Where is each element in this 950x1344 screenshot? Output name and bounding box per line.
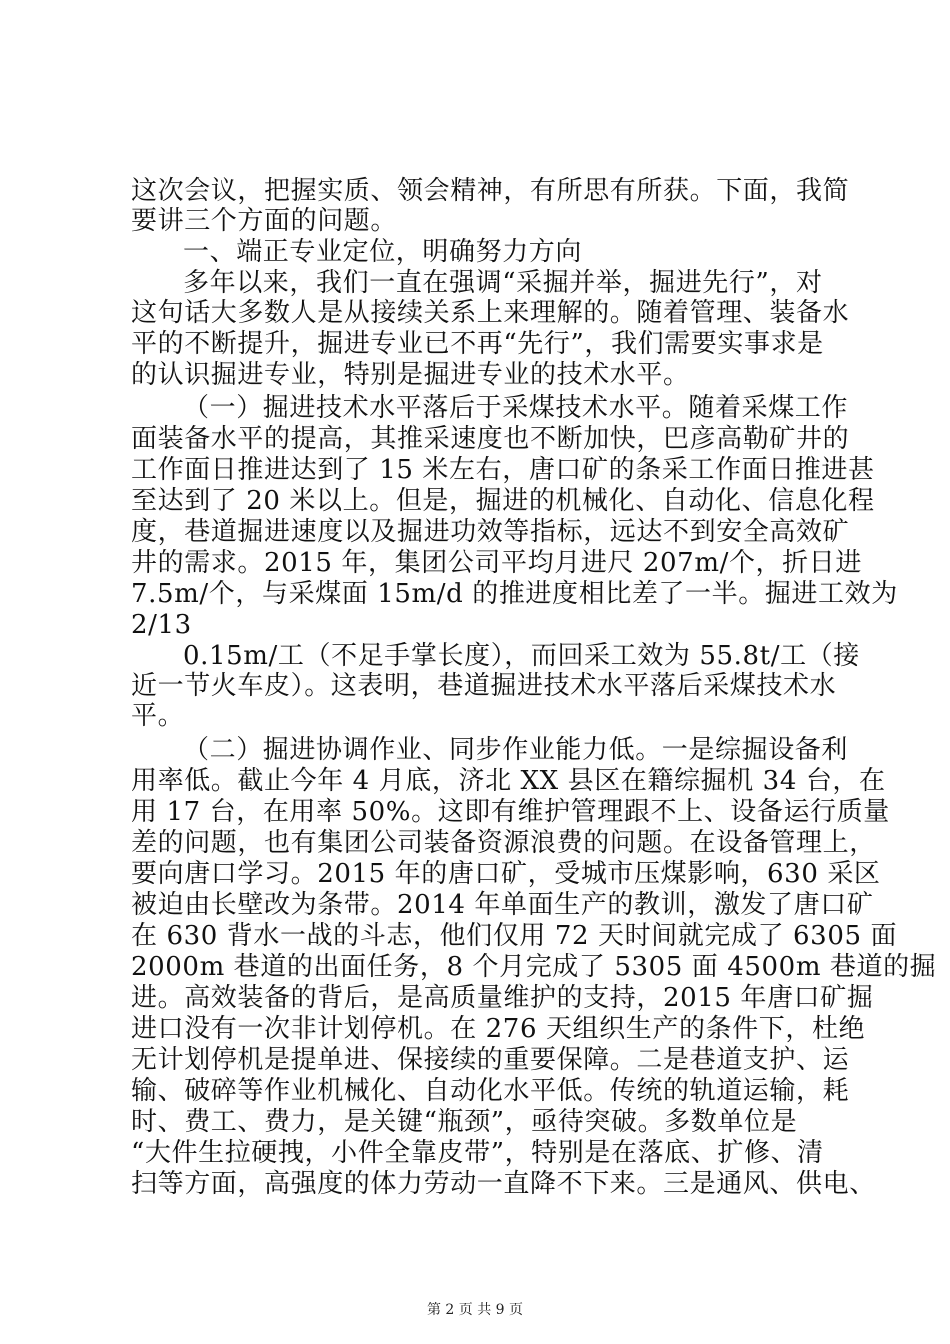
subsection-line: （一）掘进技术水平落后于采煤技术水平。随着采煤工作 (183, 393, 849, 423)
text-line: 被迫由长壁改为条带。2014 年单面生产的教训，激发了唐口矿 (131, 890, 874, 920)
text-line: 进。高效装备的背后，是高质量维护的支持，2015 年唐口矿掘 (131, 983, 874, 1013)
text-line: 在 630 背水一战的斗志，他们仅用 72 天时间就完成了 6305 面 (131, 921, 898, 951)
text-line: 至达到了 20 米以上。但是，掘进的机械化、自动化、信息化程 (131, 486, 875, 516)
text-line: 度，巷道掘进速度以及掘进功效等指标，远达不到安全高效矿 (131, 517, 850, 547)
page-number: 第 2 页 共 9 页 (426, 1302, 524, 1318)
text-line: 时、费工、费力，是关键“瓶颈”，亟待突破。多数单位是 (131, 1107, 798, 1137)
text-line: 用率低。截止今年 4 月底，济北 XX 县区在籍综掘机 34 台，在 (131, 766, 886, 796)
text-line: 要讲三个方面的问题。 (131, 206, 398, 236)
text-line: 的认识掘进专业，特别是掘进专业的技术水平。 (131, 360, 690, 390)
text-line: 这次会议，把握实质、领会精神，有所思有所获。下面，我简 (131, 176, 850, 206)
text-line: 进口没有一次非计划停机。在 276 天组织生产的条件下，杜绝 (131, 1014, 866, 1044)
text-line: 2/13 (131, 610, 192, 640)
text-line: 用 17 台，在用率 50%。这即有维护管理跟不上、设备运行质量 (131, 797, 890, 827)
text-line: 井的需求。2015 年，集团公司平均月进尺 207m/个，折日进 (131, 548, 862, 578)
text-line: 近一节火车皮）。这表明，巷道掘进技术水平落后采煤技术水 (131, 671, 837, 701)
text-line: 平的不断提升，掘进专业已不再“先行”，我们需要实事求是 (131, 329, 824, 359)
text-line: 扫等方面，高强度的体力劳动一直降不下来。三是通风、供电、 (131, 1169, 876, 1199)
text-line: 工作面日推进达到了 15 米左右，唐口矿的条采工作面日推进甚 (131, 455, 875, 485)
text-line: 多年以来，我们一直在强调“采掘并举，掘进先行”，对 (183, 268, 823, 298)
section-heading: 一、端正专业定位，明确努力方向 (183, 237, 583, 267)
text-line: 2000m 巷道的出面任务，8 个月完成了 5305 面 4500m 巷道的掘 (131, 952, 937, 982)
text-line: 面装备水平的提高，其推采速度也不断加快，巴彦高勒矿井的 (131, 424, 850, 454)
text-line: 7.5m/个，与采煤面 15m/d 的推进度相比差了一半。掘进工效为 (131, 579, 898, 609)
text-line: 要向唐口学习。2015 年的唐口矿，受城市压煤影响，630 采区 (131, 859, 881, 889)
text-line: 0.15m/工（不足手掌长度），而回采工效为 55.8t/工（接 (183, 641, 860, 671)
subsection-line: （二）掘进协调作业、同步作业能力低。一是综掘设备利 (183, 735, 849, 765)
text-line: 差的问题，也有集团公司装备资源浪费的问题。在设备管理上， (131, 828, 876, 858)
text-line: 平。 (131, 701, 185, 731)
text-line: 无计划停机是提单进、保接续的重要保障。二是巷道支护、运 (131, 1045, 850, 1075)
text-line: “大件生拉硬拽，小件全靠皮带”，特别是在落底、扩修、清 (131, 1138, 824, 1168)
text-line: 输、破碎等作业机械化、自动化水平低。传统的轨道运输，耗 (131, 1076, 850, 1106)
text-line: 这句话大多数人是从接续关系上来理解的。随着管理、装备水 (131, 298, 850, 328)
